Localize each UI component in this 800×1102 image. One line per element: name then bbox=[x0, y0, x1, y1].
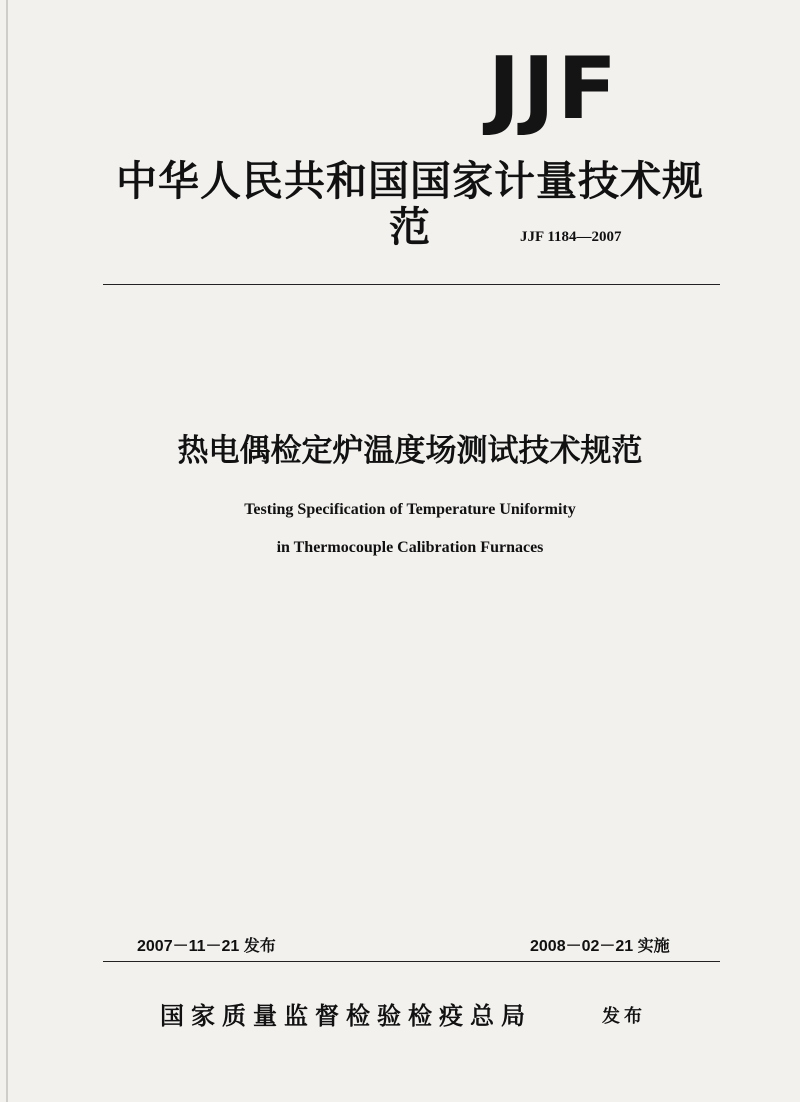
document-title-english-line1: Testing Specification of Temperature Uniformity bbox=[244, 501, 576, 518]
footer-divider bbox=[103, 961, 720, 962]
header-divider bbox=[103, 284, 720, 285]
document-title-english-line2: in Thermocouple Calibration Furnaces bbox=[276, 539, 544, 556]
jjf-logo: JJF bbox=[487, 39, 620, 139]
effective-date: 2008－02－21 实施 bbox=[530, 938, 670, 955]
page-edge bbox=[6, 0, 8, 1102]
issuing-authority: 国家质量监督检验检疫总局 bbox=[160, 1002, 532, 1030]
issuing-action: 发布 bbox=[602, 1006, 646, 1027]
standard-series-title: 中华人民共和国国家计量技术规范 bbox=[116, 157, 704, 251]
standard-number: JJF 1184—2007 bbox=[520, 229, 622, 245]
document-title-chinese: 热电偶检定炉温度场测试技术规范 bbox=[177, 433, 643, 469]
issue-date: 2007－11－21 发布 bbox=[137, 938, 276, 955]
